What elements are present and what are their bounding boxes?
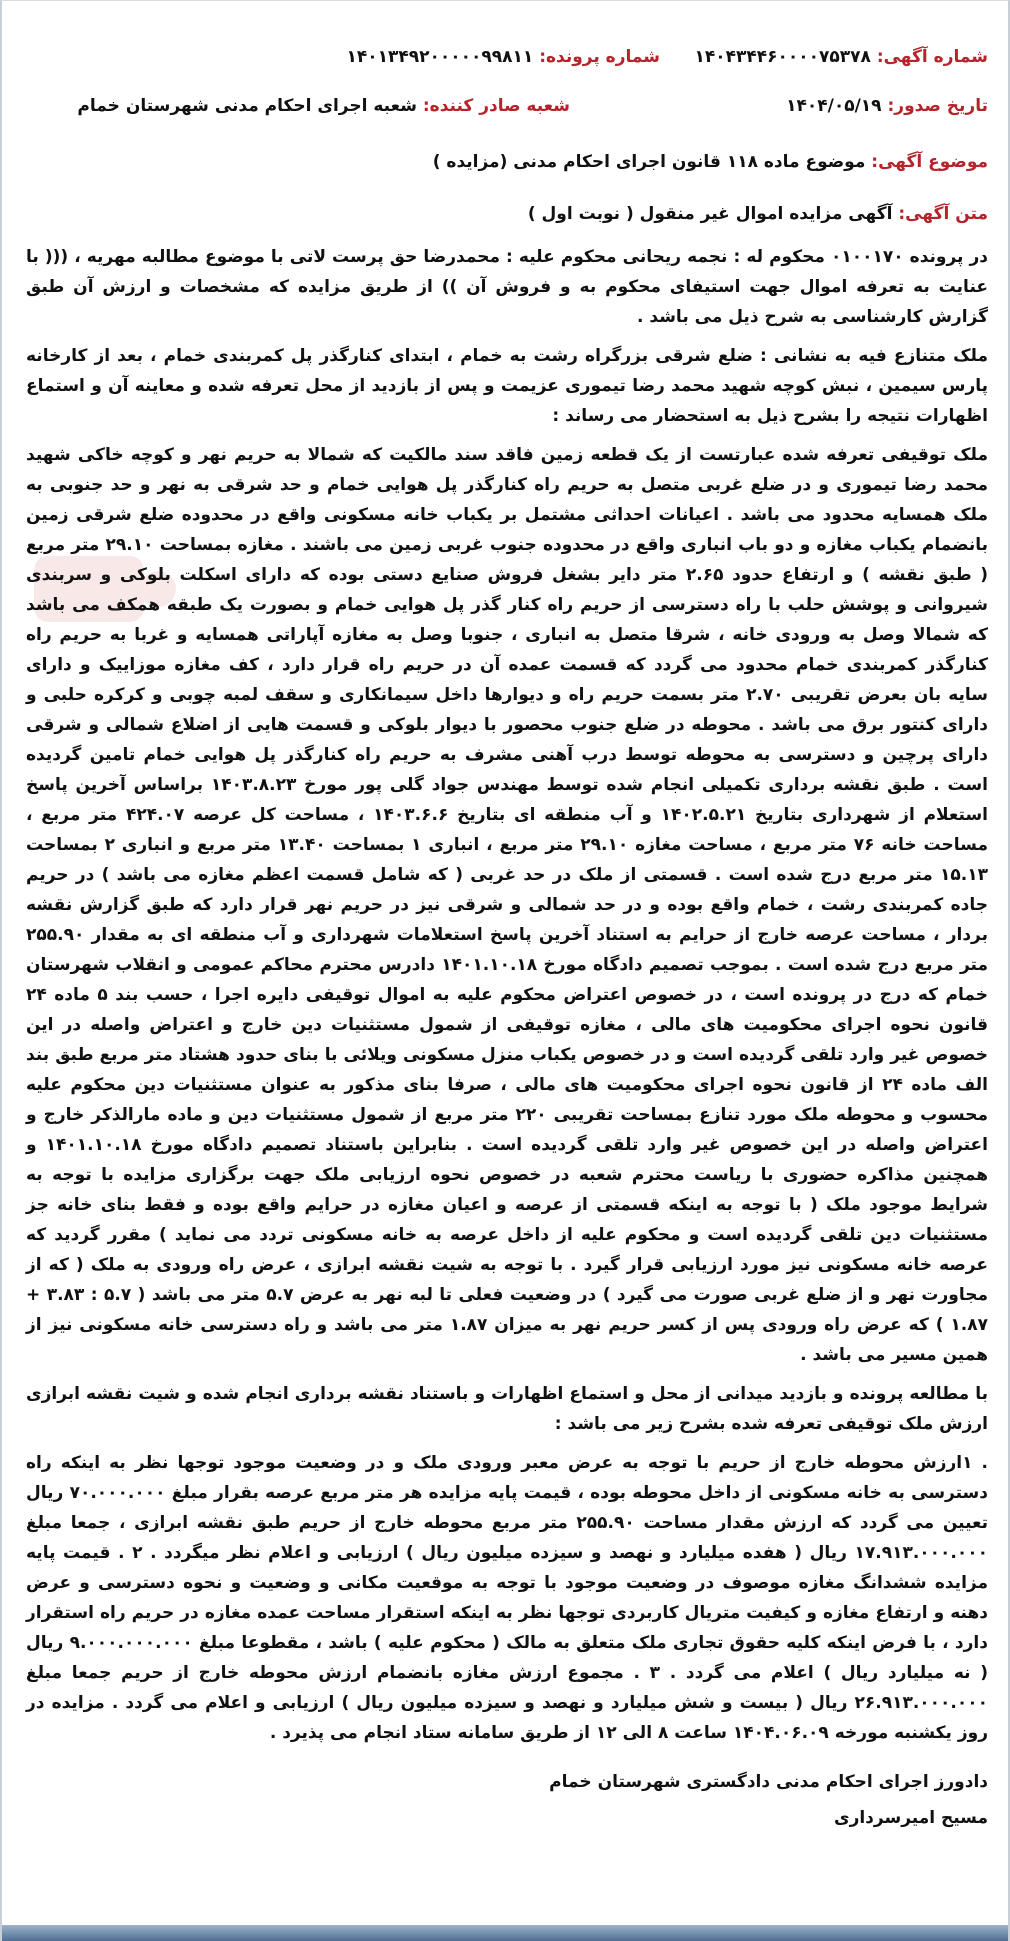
notice-number-group [694,44,988,70]
case-number-group [346,44,660,70]
notice-title-line [26,199,988,229]
subject-label: موضوع آگهی: [871,152,988,172]
subject-line [26,147,988,177]
issue-date-group [786,93,988,119]
body-paragraph-description: ملک توقیفی تعرفه شده عبارتست از یک قطعه زمین فاقد سند مالکیت که شمالا به حریم نهر و کوچه خاکی شهید محمد رضا تیموری و در ضلع غربی متصل به حریم راه کنارگذر پل هوایی خمام و حد شرقی به نهر و حد جنوبی به ملک همسایه محدود می باشد . اعیانات احداثی مشتمل بر یکباب خانه مسکونی واقع در محدوده ضلع شرقی زمین بانضمام یکباب مغازه و دو باب انباری واقع در محدوده جنوب غربی زمین می باشند . مغازه بمساحت ۲۹.۱۰ متر مربع ( طبق نقشه ) و ارتفاع حدود ۲.۶۵ متر دایر بشغل فروش صنایع دستی بوده که دارای اسکلت بلوکی و سربندی شیروانی و پوشش حلب با راه دسترسی از حریم راه کنار گذر پل هوایی خمام و بصورت یک طبقه همکف می باشد که شمالا وصل به ورودی خانه ، شرقا متصل به انباری ، جنوبا وصل به مغازه آپاراتی همسایه و غربا به حریم راه کنارگذر کمربندی خمام محدود می گردد که قسمت عمده آن در حریم راه قرار دارد ، کف مغازه موزاییک و دارای سایه بان بعرض تقریبی ۲.۷۰ متر بسمت حریم راه و دیوارها داخل سیمانکاری و سقف لمبه چوبی و کرکره حلبی و دارای کنتور برق می باشد . محوطه در ضلع جنوب محصور با دیوار بلوکی و قسمت هایی از اضلاع شمالی و شرقی دارای پرچین و دسترسی به محوطه توسط درب آهنی مشرف به حریم راه کنارگذر پل هوایی خمام تامین گردیده است . طبق نقشه برداری تکمیلی انجام شده توسط مهندس جواد گلی پور مورخ ۱۴۰۳.۸.۲۳ براساس آخرین پاسخ استعلام از شهرداری بتاریخ ۱۴۰۲.۵.۲۱ و آب منطقه ای بتاریخ ۱۴۰۳.۶.۶ ، مساحت کل عرصه ۴۲۴.۰۷ متر مربع ، مساحت خانه ۷۶ متر مربع ، مساحت مغازه ۲۹.۱۰ متر مربع ، انباری ۱ بمساحت ۱۳.۴۰ متر مربع و انباری ۲ بمساحت ۱۵.۱۳ متر مربع درج شده است . قسمتی از ملک در حد غربی ( که شامل قسمت اعظم مغازه می باشد ) در حریم جاده کمربندی رشت ، خمام واقع بوده و در حد شمالی و شرقی نیز در حریم نهر قرار دارد که طبق گزارش نقشه بردار ، مساحت عرصه خارج از حرایم به استناد آخرین پاسخ استعلامات شهرداری و آب منطقه ای به مقدار ۲۵۵.۹۰ متر مربع درج شده است . بموجب تصمیم دادگاه مورخ ۱۴۰۱.۱۰.۱۸ دادرس محترم محاکم عمومی و انقلاب شهرستان خمام که درج در پرونده است ، در خصوص اعتراض محکوم علیه به اموال توقیفی دایره اجرا ، حسب بند ۵ ماده ۲۴ قانون نحوه اجرای محکومیت های مالی ، مغازه توقیفی از شمول مستثنیات دین خارج و اعتراض واصله در این خصوص غیر وارد تلقی گردیده است و در خصوص یکباب منزل مسکونی ویلائی با بنای حدود هشتاد متر مربع طبق بند الف ماده ۲۴ از قانون نحوه اجرای محکومیت های مالی ، صرفا بنای مذکور به عنوان مستثنیات دین محکوم علیه محسوب و محوطه ملک مورد تنازع بمساحت تقریبی ۲۲۰ متر مربع از شمول مستثنیات دین و ماده مارالذکر خارج و اعتراض واصله در این خصوص غیر وارد تلقی گردیده است . بنابراین باستناد تصمیم دادگاه مورخ ۱۴۰۱.۱۰.۱۸ و همچنین مذاکره حضوری با ریاست محترم شعبه در خصوص نحوه ارزیابی ملک جهت برگزاری مزایده با توجه به شرایط موجود ملک ( با توجه به اینکه قسمتی از عرصه و اعیان مغازه در حرایم واقع بوده و فقط بنای خانه جز مستثنیات دین تلقی گردیده است و محکوم علیه از داخل عرصه به خانه مسکونی تردد می نماید ) مقرر گردید که عرصه خانه مسکونی نیز مورد ارزیابی قرار گیرد . با توجه به شیت نقشه ابرازی ، عرض راه ورودی به ملک ( که از مجاورت نهر و از ضلع غربی صورت می گیرد ) در وضعیت فعلی تا لبه نهر به عرض ۵.۷ متر می باشد ( ۵.۷ : ۳.۸۳ + ۱.۸۷ ) که عرض راه ورودی پس از کسر حریم نهر به میزان ۱.۸۷ متر می باشد و راه دسترسی خانه مسکونی نیز از همین مسیر می باشد . [26,445,989,1365]
issue-date: ۱۴۰۴/۰۵/۱۹ [786,96,882,116]
body-paragraph-valuation: . ۱ارزش محوطه خارج از حریم با توجه به عرض معبر ورودی ملک و در وضعیت موجود توجها نظر به اینکه راه دسترسی به خانه مسکونی از داخل محوطه بوده ، قیمت پایه مزایده هر متر مربع عرصه بقرار مبلغ ۷۰.۰۰۰.۰۰۰ ریال تعیین می گردد که ارزش مقدار مساحت ۲۵۵.۹۰ متر مربع محوطه خارج از حریم طبق نقشه ابرازی ، جمعا مبلغ ۱۷.۹۱۳.۰۰۰.۰۰۰ ریال ( هفده میلیارد و نهصد و سیزده میلیون ریال ) ارزیابی و اعلام نظر میگردد . ۲ . قیمت پایه مزایده ششدانگ مغازه موصوف در وضعیت موجود با توجه به موقعیت مکانی و وضعیت و نحوه دسترسی و عرض دهنه و ارتفاع مغازه و کیفیت متریال کاربردی توجها نظر به اینکه استقرار مساحت عمده مغازه در حریم راه استقرار دارد ، با فرض اینکه کلیه حقوق تجاری ملک متعلق به مالک ( محکوم علیه ) باشد ، مقطوعا مبلغ ۹.۰۰۰.۰۰۰.۰۰۰ ریال ( نه میلیارد ریال ) اعلام می گردد . ۳ . مجموع ارزش مغازه بانضمام ارزش محوطه خارج از حریم جمعا مبلغ ۲۶.۹۱۳.۰۰۰.۰۰۰ ریال ( بیست و شش میلیارد و نهصد و سیزده میلیون ریال ) ارزیابی و اعلام می گردد . مزایده در روز یکشنبه مورخه ۱۴۰۴.۰۶.۰۹ ساعت ۸ الی ۱۲ از طریق سامانه ستاد انجام می پذیرد . [26,1453,988,1743]
notice-number-label: شماره آگهی: [876,47,988,67]
case-number-label: شماره پرونده: [539,47,660,67]
signature-name: مسیح امیرسرداری [833,1808,988,1828]
notice-title: آگهی مزایده اموال غیر منقول ( نوبت اول ) [527,204,893,224]
signature-block [26,1764,988,1836]
body-paragraph-address: ملک متنازع فیه به نشانی : ضلع شرقی بزرگراه رشت به خمام ، ابتدای کنارگذر پل کمربندی خمام ، بعد از کارخانه پارس سیمین ، نبش کوچه شهید محمد رضا تیموری عزیمت و پس از بازدید از محل تعرفه شده و معاینه آن و استماع اظهارات نتیجه را بشرح ذیل به استحضار می رساند : [26,346,988,426]
issuing-branch-label: شعبه صادر کننده: [422,96,570,116]
signature-title: دادورز اجرای احکام مدنی دادگستری شهرستان خمام [549,1772,988,1792]
subject-value: موضوع ماده ۱۱۸ قانون اجرای احکام مدنی (مزایده ) [432,152,866,172]
body-paragraph-case: در پرونده ۰۱۰۰۱۷۰ محکوم له : نجمه ریحانی محکوم علیه : محمدرضا حق پرست لاتی با موضوع مطالبه مهریه ، ((( با عنایت به تعرفه اموال جهت استیفای محکوم به و فروش آن )) از طریق مزایده که مشخصات و ارزش آن طبق گزارش کارشناسی به شرح ذیل می باشد . [26,247,988,327]
issuing-branch-group [77,93,570,119]
issue-date-label: تاریخ صدور: [887,96,988,116]
case-number: ۱۴۰۱۳۴۹۲۰۰۰۰۰۹۹۸۱۱ [346,47,534,67]
notice-text-label: متن آگهی: [898,204,988,224]
body-paragraph-valuation-intro: با مطالعه پرونده و بازدید میدانی از محل و استماع اظهارات و باستناد نقشه برداری انجام شده و شیت نقشه ابرازی ارزش ملک توقیفی تعرفه شده بشرح زیر می باشد : [26,1384,988,1434]
notice-number: ۱۴۰۴۳۴۴۶۰۰۰۰۷۵۳۷۸ [694,47,871,67]
bottom-frame-bar [2,1925,1008,1941]
issuing-branch: شعبه اجرای احکام مدنی شهرستان خمام [77,96,417,116]
notice-content [26,147,988,1836]
